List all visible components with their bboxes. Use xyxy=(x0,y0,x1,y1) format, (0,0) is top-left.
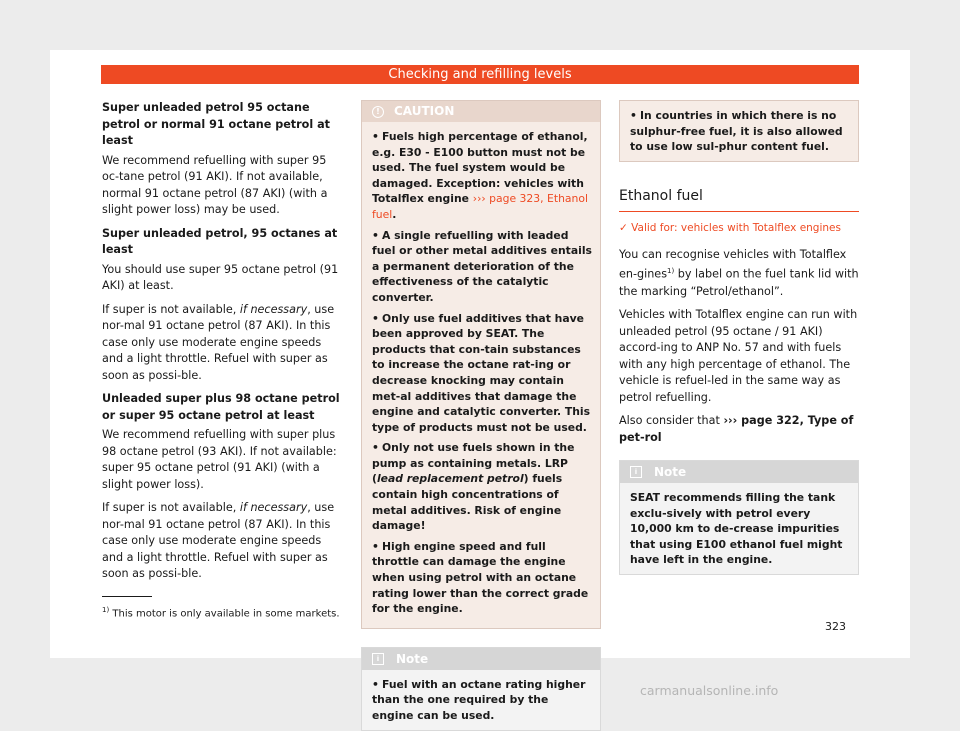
list-item: • A single refuelling with leaded fuel or other metal additives entails a permanent deterioration of the effectiveness of the catalytic converter. xyxy=(372,228,592,304)
paragraph: Vehicles with Totalflex engine can run with unleaded petrol (95 octane / 91 AKI) accord-ing to ANP No. 57 and with fuels with any high percentage of ethanol. The vehicle is refuel-led in the same way as petrol refuelling. xyxy=(619,308,858,404)
column-middle xyxy=(361,100,601,731)
page-number: 323 xyxy=(825,620,846,633)
note-icon: i xyxy=(630,466,642,478)
caution-body xyxy=(362,122,600,628)
column-left xyxy=(102,100,343,590)
paragraph: If super is not available, if necessary, use nor-mal 91 octane petrol (87 AKI). In this case only use moderate engine speeds and a light throttle. Refuel with super as soon as possi-ble. xyxy=(102,501,335,580)
paragraph: You can recognise vehicles with Totalflex en-gines$^{1)}$ by label on the fuel tank lid with the marking “Petrol/ethanol”. xyxy=(619,247,859,298)
footnote-ref[interactable]: 1) xyxy=(667,267,675,276)
note-box xyxy=(361,647,601,731)
list-item: • Only use fuel additives that have been approved by SEAT. The products that con-tain substances to increase the octane rat-ing or decrease knocking may contain met-al additives that damage the engine and catalytic converter. This type of products must not be used. xyxy=(372,311,591,434)
caution-box xyxy=(361,100,601,629)
note-body: SEAT recommends filling the tank exclu-sively with petrol every 10,000 km to de-crease impurities that using E100 ethanol fuel might have left in the engine. xyxy=(630,491,843,567)
note-box xyxy=(619,460,859,575)
caution-continued-box xyxy=(619,100,859,162)
note-icon: i xyxy=(372,653,384,665)
page-link[interactable]: ››› page 323, Ethanol fuel xyxy=(372,192,588,221)
heading-super-95: Super unleaded petrol, 95 octanes at least xyxy=(102,226,338,256)
watermark: carmanualsonline.info xyxy=(640,683,779,698)
caution-header: ! CAUTION xyxy=(362,101,600,122)
validity-note: ✓ Valid for: vehicles with Totalflex engines xyxy=(619,222,841,235)
paragraph: We recommend refuelling with super 95 oc-tane petrol (91 AKI). If not available, normal 91 octane petrol (87 AKI) (with a slight power loss) may be used. xyxy=(102,153,328,216)
note-body xyxy=(362,670,600,730)
page-link[interactable]: ››› page 322, Type of pet-rol xyxy=(619,414,854,444)
check-icon: ✓ xyxy=(619,222,632,235)
note-header: i Note xyxy=(620,461,858,483)
column-right xyxy=(619,100,859,575)
warning-icon: ! xyxy=(372,106,384,118)
section-title-ethanol-fuel: Ethanol fuel xyxy=(619,180,859,213)
note-header: i Note xyxy=(362,648,600,670)
footnote: $^{1)}$ This motor is only available in some markets. xyxy=(102,606,340,620)
footnote-rule xyxy=(102,596,152,597)
caution-continued-body xyxy=(620,101,858,161)
paragraph: You should use super 95 octane petrol (91 AKI) at least. xyxy=(102,262,339,292)
list-item: • Fuels high percentage of ethanol, e.g. E30 - E100 button must not be used. The fuel system would be damaged. Exception: vehicles with Totalflex engine ››› page 323, Ethanol fuel. xyxy=(372,130,588,221)
list-item: • Only not use fuels shown in the pump as containing metals. LRP (lead replacement petrol) fuels contain high concentrations of metal additives. Risk of engine damage! xyxy=(372,441,575,533)
heading-super-plus-98: Unleaded super plus 98 octane petrol or super 95 octane petrol at least xyxy=(102,392,340,422)
list-item: • Fuel with an octane rating higher than the one required by the engine can be used. xyxy=(372,677,586,722)
page-header: Checking and refilling levels xyxy=(101,65,859,84)
list-item: • High engine speed and full throttle can damage the engine when using petrol with an octane rating lower than the correct grade for the engine. xyxy=(372,539,589,616)
paragraph: We recommend refuelling with super plus 98 octane petrol (93 AKI). If not available: super 95 octane petrol (91 AKI) (with a slight power loss). xyxy=(102,428,337,491)
list-item: • In countries in which there is no sulphur-free fuel, it is also allowed to use low sul-phur content fuel. xyxy=(630,109,843,154)
paragraph: Also consider that ››› page 322, Type of pet-rol xyxy=(619,414,854,444)
paragraph: If super is not available, if necessary, use nor-mal 91 octane petrol (87 AKI). In this case only use moderate engine speeds and a light throttle. Refuel with super as soon as possi-ble. xyxy=(102,302,335,382)
heading-super-95-or-91: Super unleaded petrol 95 octane petrol or normal 91 octane petrol at least xyxy=(102,101,330,147)
